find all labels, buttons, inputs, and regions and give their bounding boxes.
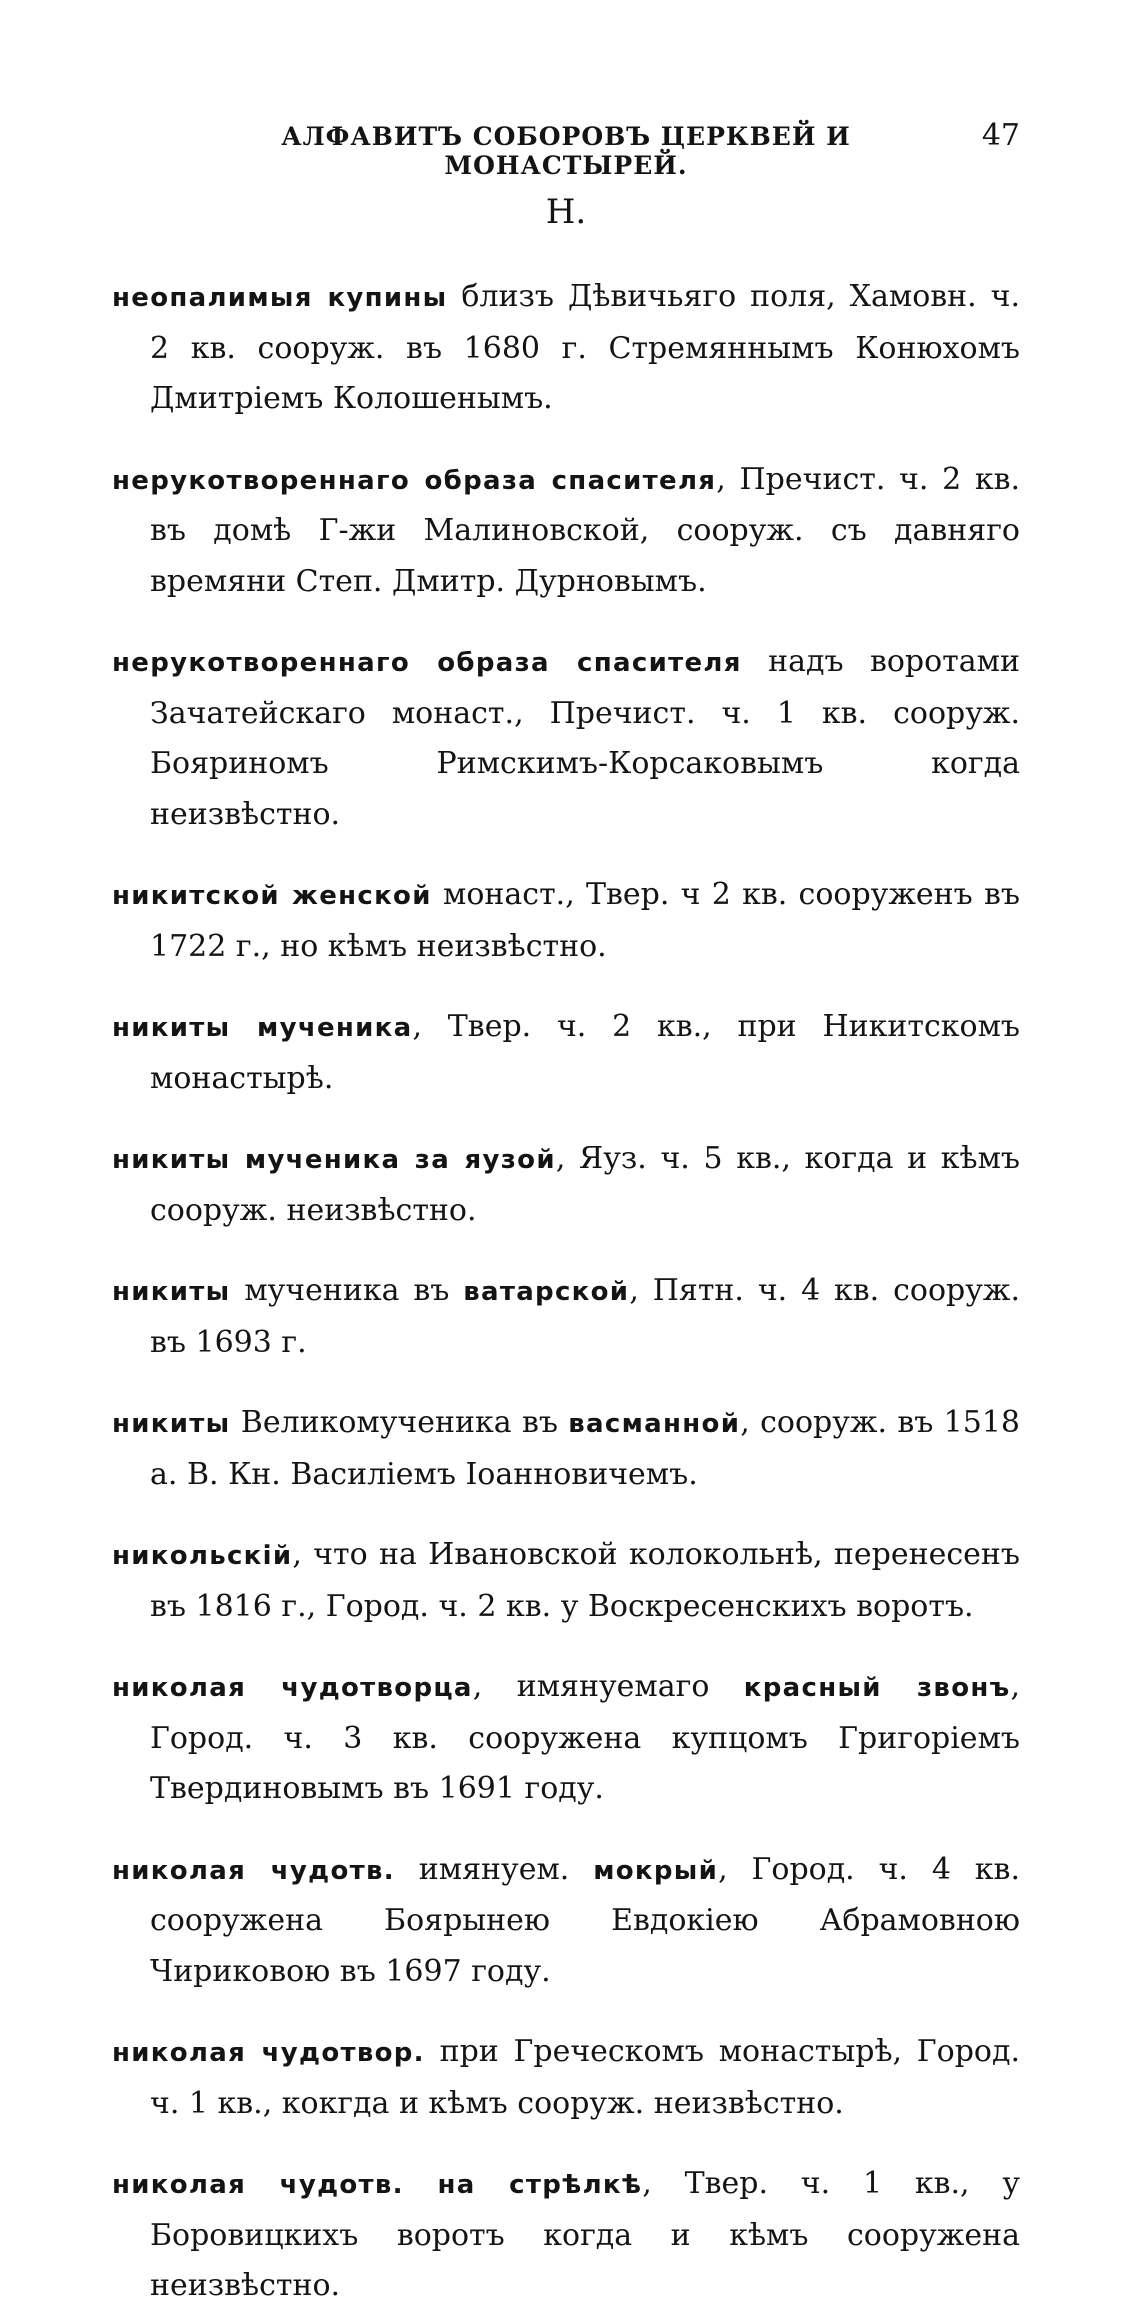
- section-letter: Н.: [545, 192, 587, 232]
- entry-text: , что на Ивановской колокольнѣ, перенесенъ въ 1816 г., Город. ч. 2 кв. у Воскресенскихъ воротъ.: [150, 1537, 1020, 1624]
- entry-text: , имянуемаго: [472, 1669, 744, 1704]
- entry: [112, 272, 1020, 425]
- entry-text: , Яуз. ч. 5 кв., когда и кѣмъ сооруж. неизвѣстно.: [150, 1141, 1020, 1228]
- entry-text: близъ Дѣвичьяго поля, Хамовн. ч. 2 кв. сооруж. въ 1680 г. Стремяннымъ Конюхомъ Дмитріемъ Колошенымъ.: [150, 279, 1020, 416]
- entry-place-name: ватарской: [463, 1277, 630, 1307]
- running-head: [112, 118, 1020, 180]
- entry-headword: нерукотвореннаго образа спасителя: [112, 465, 717, 496]
- entry-headword: николая чудотворца: [112, 1673, 473, 1703]
- entry-place-name: мокрый: [593, 1855, 719, 1886]
- entry: [112, 2027, 1020, 2129]
- entry-headword: никиты мученика: [112, 1013, 413, 1043]
- entry-place-name: васманной: [568, 1409, 741, 1439]
- entry: [112, 2159, 1020, 2312]
- entry-text: при Греческомъ монастырѣ, Город. ч. 1 кв., кокгда и кѣмъ сооруж. неизвѣстно.: [150, 2034, 1020, 2121]
- entry-text: Великомученика въ: [230, 1405, 569, 1440]
- entry-headword: никитской женской: [112, 881, 432, 911]
- entry-headword: нерукотвореннаго образа спасителя: [112, 648, 742, 678]
- entry-text: , Пречист. ч. 2 кв. въ домѣ Г-жи Малиновской, сооруж. съ давняго времяни Степ. Дмитр. Дурновымъ.: [150, 461, 1020, 599]
- entry-headword: неопалимыя купины: [112, 283, 448, 313]
- entry: [112, 1266, 1020, 1368]
- entry-text: , Твер. ч. 2 кв., при Никитскомъ монастырѣ.: [150, 1009, 1020, 1096]
- entry-text: , Твер. ч. 1 кв., у Боровицкихъ воротъ когда и кѣмъ сооружена неизвѣстно.: [150, 2166, 1020, 2303]
- entry-headword: николая чудотв.: [112, 1855, 395, 1886]
- entry: [112, 455, 1020, 608]
- entry-headword: никиты: [112, 1409, 231, 1439]
- entry-text: , сооруж. въ 1518 а. В. Кн. Василіемъ Іоанновичемъ.: [150, 1405, 1021, 1492]
- entry-text: , Город. ч. 4 кв. сооружена Боярынею Евдокіею Абрамовною Чириковою въ 1697 году.: [150, 1851, 1020, 1989]
- entry: [112, 637, 1020, 840]
- entry-headword: никиты мученика за яузой: [112, 1145, 556, 1175]
- entry: [112, 1134, 1020, 1236]
- entry-headword: николая чудотвор.: [112, 2038, 425, 2068]
- entry: [112, 1662, 1020, 1815]
- entry-text: надъ воротами Зачатейскаго монаст., Пречист. ч. 1 кв. сооруж. Бояриномъ Римскимъ-Корсаковымъ когда неизвѣстно.: [150, 644, 1020, 832]
- entry-headword: николая чудотв. на стрѣлкѣ: [112, 2170, 643, 2200]
- entry: [112, 1398, 1020, 1500]
- entry-headword: никиты: [112, 1277, 231, 1307]
- entry-text: мученика въ: [230, 1273, 464, 1308]
- entry-text: , Город. ч. 3 кв. сооружена купцомъ Григоріемъ Твердиновымъ въ 1691 году.: [150, 1669, 1020, 1806]
- running-title: АЛФАВИТЪ СОБОРОВЪ ЦЕРКВЕЙ И МОНАСТЫРЕЙ.: [281, 122, 851, 180]
- entry: [112, 1530, 1020, 1632]
- page-number: 47: [981, 118, 1020, 153]
- book-page: [112, 118, 1020, 2321]
- entry: [112, 870, 1020, 972]
- entry-text: имянуем.: [394, 1851, 594, 1887]
- entry: [112, 1845, 1020, 1998]
- entry: [112, 1002, 1020, 1104]
- entry-headword: никольскій: [112, 1541, 293, 1571]
- entry-place-name: красный звонъ: [743, 1673, 1011, 1703]
- entry-text: монаст., Твер. ч 2 кв. сооруженъ въ 1722 г., но кѣмъ неизвѣстно.: [150, 877, 1021, 964]
- entry-text: , Пятн. ч. 4 кв. сооруж. въ 1693 г.: [150, 1273, 1020, 1360]
